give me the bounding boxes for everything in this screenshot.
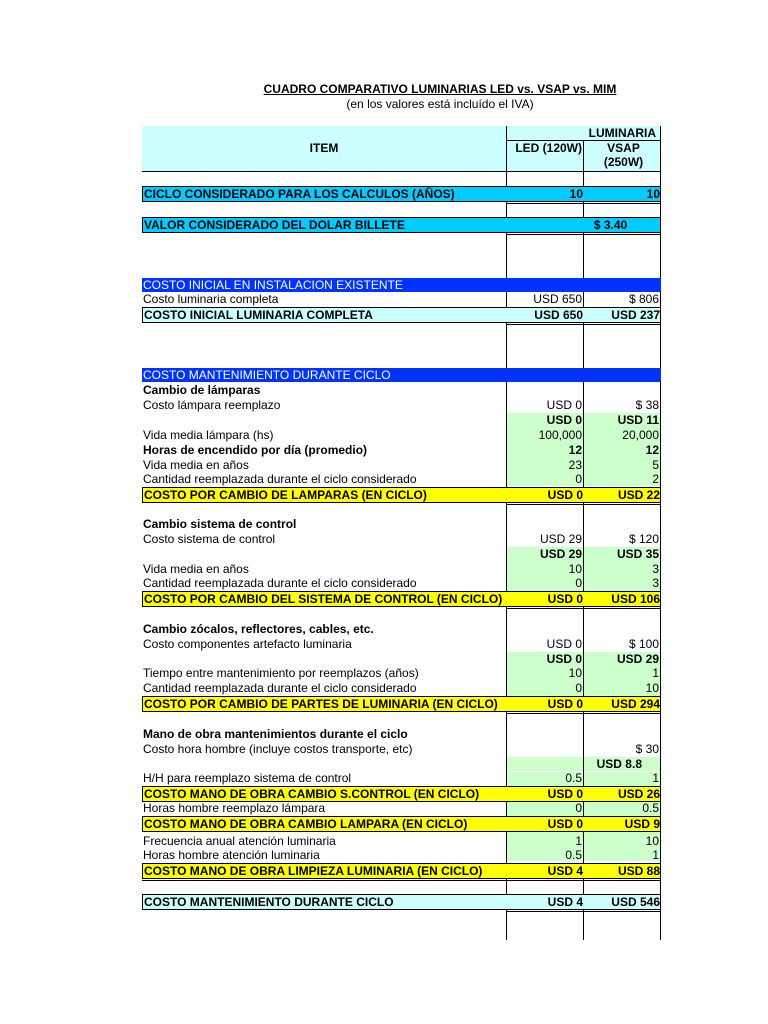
table-row [142, 398, 661, 412]
header-col-vsap: VSAP (250W) [603, 141, 644, 169]
vsap-value: 3 [652, 562, 659, 576]
row-label: COSTO POR CAMBIO DEL SISTEMA DE CONTROL (EN CICLO) [144, 592, 503, 606]
subsection-title [142, 622, 661, 636]
row-label: Cambio zócalos, reflectores, cables, etc. [143, 622, 374, 636]
table-row [142, 637, 661, 651]
table-row [142, 666, 661, 680]
led-value: USD 4 [547, 864, 583, 878]
vsap-value: USD 88 [617, 864, 660, 878]
row-label: COSTO MANO DE OBRA CAMBIO S.CONTROL (EN CICLO) [144, 787, 480, 801]
vsap-value: $ 806 [628, 292, 659, 306]
table-row [142, 562, 661, 576]
row-label: Costo sistema de control [143, 532, 276, 546]
row-label: Cambio sistema de control [143, 517, 297, 531]
vsap-value: USD 29 [616, 652, 659, 666]
table-row-dollar [142, 217, 661, 233]
led-value: USD 0 [546, 637, 582, 651]
row-label: Horas hombre reemplazo lámpara [143, 801, 326, 815]
subsection-title [142, 383, 661, 397]
row-label: Horas de encendido por día (promedio) [143, 443, 368, 457]
table-row [142, 757, 661, 771]
led-value: 0.5 [565, 848, 582, 862]
row-label: COSTO POR CAMBIO DE LAMPARAS (EN CICLO) [144, 488, 427, 502]
row-label: COSTO MANTENIMIENTO DURANTE CICLO [143, 368, 391, 382]
table-row [142, 742, 661, 756]
row-label: Cantidad reemplazada durante el ciclo considerado [143, 681, 417, 695]
row-divider [506, 608, 661, 609]
led-value: 0 [575, 472, 582, 486]
table-row-subtotal [142, 591, 661, 607]
led-value: 0 [575, 801, 582, 815]
vsap-value: 5 [652, 458, 659, 472]
table-row [142, 576, 661, 590]
vsap-value: USD 26 [617, 787, 660, 801]
row-label: COSTO MANTENIMIENTO DURANTE CICLO [144, 895, 394, 909]
led-value: USD 0 [546, 398, 582, 412]
section-header-initial-cost [142, 278, 661, 292]
header-group-label: LUMINARIA [588, 126, 656, 140]
led-value: 12 [568, 443, 582, 457]
row-divider [506, 234, 661, 235]
table-row-subtotal [142, 487, 661, 503]
vsap-value: 1 [652, 666, 659, 680]
vsap-value: 1 [652, 771, 659, 785]
vsap-value: $ 100 [628, 637, 659, 651]
led-value: 0.5 [565, 771, 582, 785]
table-row [142, 428, 661, 442]
row-label: Mano de obra mantenimientos durante el ciclo [143, 727, 408, 741]
led-value: 10 [569, 187, 583, 201]
vsap-value: USD 8.8 [596, 757, 642, 771]
led-value: USD 0 [547, 592, 583, 606]
led-value: 100,000 [538, 428, 582, 442]
table-row-subtotal [142, 863, 661, 879]
row-divider [506, 324, 661, 325]
vsap-value: 20,000 [622, 428, 659, 442]
row-label: CICLO CONSIDERADO PARA LOS CALCULOS (AÑOS) [144, 187, 455, 201]
vsap-value: USD 11 [617, 413, 659, 427]
vsap-value: USD 9 [624, 817, 660, 831]
vsap-value: $ 30 [635, 742, 659, 756]
table-row [142, 848, 661, 862]
led-value: USD 4 [547, 895, 583, 909]
section-header-maintenance [142, 368, 661, 382]
led-value: USD 0 [547, 488, 583, 502]
led-value: 23 [568, 458, 582, 472]
row-label: Vida media lámpara (hs) [143, 428, 274, 442]
led-value: USD 0 [546, 652, 582, 666]
table-row [142, 472, 661, 486]
row-label: COSTO INICIAL LUMINARIA COMPLETA [144, 308, 373, 322]
vsap-value: 0.5 [642, 801, 659, 815]
page-subtitle: (en los valores está incluído el IVA) [346, 97, 534, 111]
table-row-total [142, 307, 661, 323]
row-label: Costo luminaria completa [143, 292, 279, 306]
row-label: Cantidad reemplazada durante el ciclo considerado [143, 576, 417, 590]
row-label: COSTO INICIAL EN INSTALACION EXISTENTE [143, 278, 403, 292]
vsap-value: USD 546 [611, 895, 660, 909]
header-col-led: LED (120W) [515, 141, 582, 155]
vsap-value: 10 [645, 681, 659, 695]
vsap-value: $ 3.40 [593, 218, 628, 232]
table-row-subtotal [142, 696, 661, 712]
led-value: 0 [575, 681, 582, 695]
table-row [142, 652, 661, 666]
vsap-value: 3 [652, 576, 659, 590]
row-label: Horas hombre atención luminaria [143, 848, 320, 862]
row-label: Vida media en años [143, 458, 249, 472]
row-label: Cantidad reemplazada durante el ciclo considerado [143, 472, 417, 486]
row-label: COSTO POR CAMBIO DE PARTES DE LUMINARIA (EN CICLO) [144, 697, 498, 711]
vsap-value: USD 237 [611, 308, 660, 322]
led-value: USD 0 [547, 817, 583, 831]
vsap-value: 2 [652, 472, 659, 486]
vsap-value: 10 [646, 187, 660, 201]
vsap-value: USD 106 [611, 592, 660, 606]
vsap-value: USD 35 [616, 547, 659, 561]
table-row [142, 458, 661, 472]
vsap-value: 12 [645, 443, 659, 457]
vsap-value: USD 22 [617, 488, 660, 502]
row-label: Cambio de lámparas [143, 383, 261, 397]
vsap-value: USD 294 [611, 697, 660, 711]
table-row [142, 801, 661, 815]
row-label: Frecuencia anual atención luminaria [143, 834, 336, 848]
led-value: USD 650 [533, 292, 582, 306]
row-label: Costo componentes artefacto luminaria [143, 637, 352, 651]
table-row [142, 532, 661, 546]
row-label: COSTO MANO DE OBRA CAMBIO LAMPARA (EN CICLO) [144, 817, 468, 831]
led-value: USD 0 [547, 787, 583, 801]
table-row-subtotal [142, 816, 661, 832]
row-label: Vida media en años [143, 562, 249, 576]
table-row-subtotal [142, 786, 661, 802]
row-label: H/H para reemplazo sistema de control [143, 771, 352, 785]
row-divider [506, 203, 661, 204]
led-value: 0 [575, 576, 582, 590]
led-value: USD 0 [547, 697, 583, 711]
row-label: COSTO MANO DE OBRA LIMPIEZA LUMINARIA (EN CICLO) [144, 864, 483, 878]
row-label: Tiempo entre mantenimiento por reemplazos (años) [143, 666, 419, 680]
row-divider [142, 880, 661, 881]
vsap-value: $ 120 [628, 532, 659, 546]
led-value: USD 29 [539, 532, 582, 546]
row-label: Costo lámpara reemplazo [143, 398, 281, 412]
vsap-value: $ 38 [635, 398, 659, 412]
led-value: USD 29 [539, 547, 582, 561]
page-title: CUADRO COMPARATIVO LUMINARIAS LED vs. VSAP vs. MIM [263, 82, 617, 96]
vsap-value: 10 [645, 834, 659, 848]
subsection-title [142, 517, 661, 531]
led-value: 10 [568, 562, 582, 576]
table-row [142, 547, 661, 561]
led-value: USD 650 [534, 308, 583, 322]
table-row [142, 771, 661, 785]
row-divider [506, 713, 661, 714]
header-item: ITEM [309, 141, 339, 155]
vsap-value: 1 [652, 848, 659, 862]
led-value: 1 [575, 834, 582, 848]
row-label: Costo hora hombre (incluye costos transporte, etc) [143, 742, 413, 756]
table-row-total [142, 894, 661, 910]
table-row [142, 292, 661, 306]
subsection-title [142, 727, 661, 741]
row-label: VALOR CONSIDERADO DEL DOLAR BILLETE [144, 218, 405, 232]
table-row [142, 681, 661, 695]
table-row [142, 443, 661, 457]
table-row-cycle [142, 186, 661, 202]
led-value: 10 [568, 666, 582, 680]
table-row [142, 834, 661, 848]
table-row [142, 413, 661, 427]
row-divider [506, 504, 661, 505]
led-value: USD 0 [546, 413, 582, 427]
row-divider [506, 911, 661, 912]
